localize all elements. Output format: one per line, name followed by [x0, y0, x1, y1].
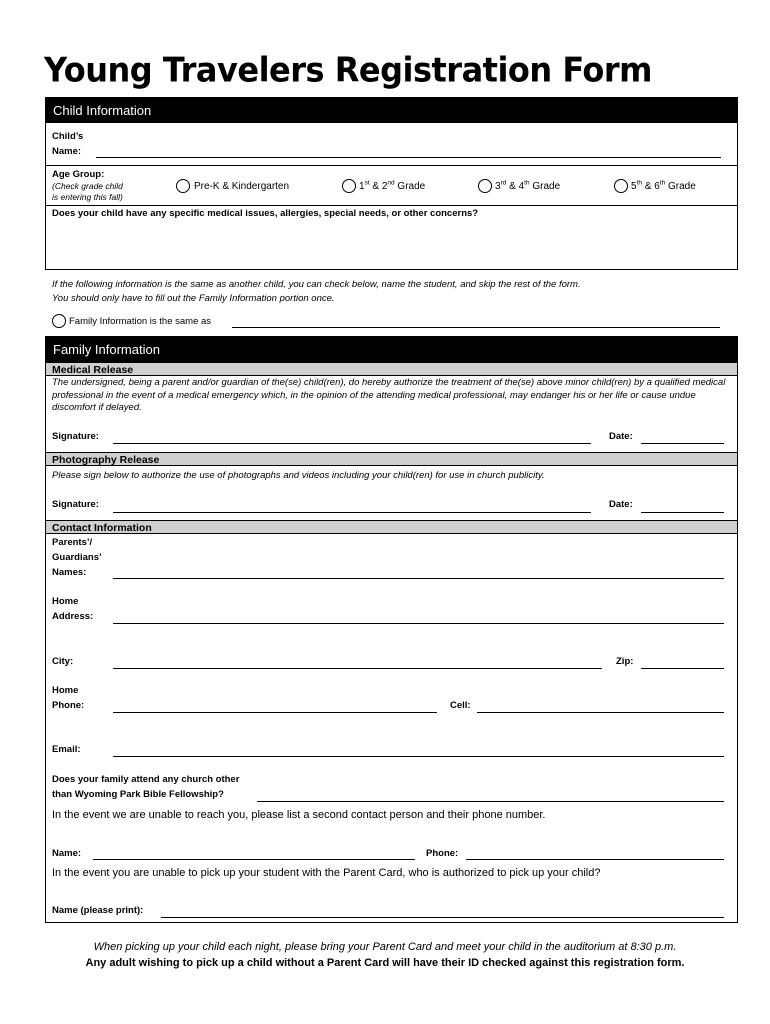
- guardians-label-1: Parents’/: [52, 537, 93, 548]
- photo-date-label: Date:: [609, 499, 633, 510]
- church-field[interactable]: [257, 801, 724, 802]
- medical-signature-label: Signature:: [52, 431, 99, 442]
- age-group-hint-1: (Check grade child: [52, 181, 123, 191]
- sibling-note-1: If the following information is the same as another child, you can check below, name the student, and skip the rest of the form.: [52, 279, 581, 290]
- medical-signature-field[interactable]: [113, 443, 591, 444]
- photography-release-header: Photography Release: [46, 452, 737, 466]
- photography-release-text: Please sign below to authorize the use of photographs and videos including your child(ren) for use in church publicity.: [52, 470, 545, 481]
- cell-field[interactable]: [477, 712, 724, 713]
- home-phone-label-1: Home: [52, 685, 79, 696]
- divider: [46, 205, 737, 206]
- home-phone-field[interactable]: [113, 712, 437, 713]
- divider: [46, 165, 737, 166]
- medical-release-text: The undersigned, being a parent and/or guardian of the(se) child(ren), do hereby authorize the treatment of the(se) above minor child(ren) by a qualified medical professional in the event of a medical emergency which, in the opinion of the attending medical professional, may endanger his or her life or cause undue discomfort if delayed.: [52, 377, 726, 413]
- pickup-name-field[interactable]: [161, 917, 724, 918]
- child-name-label-2: Name:: [52, 146, 82, 157]
- guardians-names-field[interactable]: [113, 578, 724, 579]
- medical-date-field[interactable]: [641, 443, 724, 444]
- radio-grade-1-2[interactable]: [342, 179, 356, 193]
- sibling-note-2: You should only have to fill out the Family Information portion once.: [52, 293, 335, 304]
- guardians-label-3: Names:: [52, 567, 87, 578]
- pickup-instruction: In the event you are unable to pick up your student with the Parent Card, who is authorized to pick up your child?: [52, 867, 601, 879]
- family-same-label: Family Information is the same as: [69, 316, 212, 327]
- footer-line-1: When picking up your child each night, please bring your Parent Card and meet your child in the auditorium at 8:30 p.m.: [93, 941, 677, 953]
- second-contact-name-field[interactable]: [93, 859, 415, 860]
- address-label-1: Home: [52, 596, 79, 607]
- option-grade-1-2: 1st & 2nd Grade: [359, 179, 426, 192]
- option-prek-kindergarten: Pre-K & Kindergarten: [194, 181, 290, 192]
- medical-answer-area[interactable]: [46, 222, 737, 268]
- option-grade-5-6: 5th & 6th Grade: [631, 179, 696, 192]
- radio-grade-3-4[interactable]: [478, 179, 492, 193]
- family-same-student-field[interactable]: [232, 327, 720, 328]
- radio-prek-kindergarten[interactable]: [176, 179, 190, 193]
- second-contact-instruction: In the event we are unable to reach you, please list a second contact person and their phone number.: [52, 809, 546, 821]
- child-name-field[interactable]: [96, 157, 721, 158]
- church-question-1: Does your family attend any church other: [52, 774, 240, 785]
- zip-field[interactable]: [641, 668, 724, 669]
- form-title: Young Travelers Registration Form: [44, 50, 652, 90]
- footer-line-2: Any adult wishing to pick up a child without a Parent Card will have their ID checked against this registration form.: [85, 957, 685, 969]
- medical-question: Does your child have any specific medical issues, allergies, special needs, or other concerns?: [52, 208, 479, 219]
- home-phone-label-2: Phone:: [52, 700, 85, 711]
- city-field[interactable]: [113, 668, 602, 669]
- pickup-name-label: Name (please print):: [52, 905, 144, 916]
- age-group-hint-2: is entering this fall): [52, 192, 123, 202]
- photo-signature-label: Signature:: [52, 499, 99, 510]
- medical-release-header: Medical Release: [46, 362, 737, 376]
- cell-label: Cell:: [450, 700, 471, 711]
- child-information-section: [45, 97, 738, 270]
- child-name-label-1: Child’s: [52, 131, 84, 142]
- option-grade-3-4: 3rd & 4th Grade: [495, 179, 561, 192]
- home-address-field[interactable]: [113, 623, 724, 624]
- city-label: City:: [52, 656, 74, 667]
- second-contact-phone-field[interactable]: [466, 859, 724, 860]
- email-label: Email:: [52, 744, 81, 755]
- family-information-section: [45, 336, 738, 923]
- zip-label: Zip:: [616, 656, 634, 667]
- child-information-header: Child Information: [46, 98, 737, 123]
- photo-signature-field[interactable]: [113, 512, 591, 513]
- address-label-2: Address:: [52, 611, 94, 622]
- radio-grade-5-6[interactable]: [614, 179, 628, 193]
- church-question-2: than Wyoming Park Bible Fellowship?: [52, 789, 224, 800]
- age-group-label: Age Group:: [52, 169, 105, 180]
- guardians-label-2: Guardians’: [52, 552, 102, 563]
- photo-date-field[interactable]: [641, 512, 724, 513]
- family-same-radio[interactable]: [52, 314, 66, 328]
- second-contact-phone-label: Phone:: [426, 848, 459, 859]
- contact-information-header: Contact Information: [46, 520, 737, 534]
- medical-date-label: Date:: [609, 431, 633, 442]
- family-information-header: Family Information: [46, 337, 737, 362]
- second-contact-name-label: Name:: [52, 848, 82, 859]
- email-field[interactable]: [113, 756, 724, 757]
